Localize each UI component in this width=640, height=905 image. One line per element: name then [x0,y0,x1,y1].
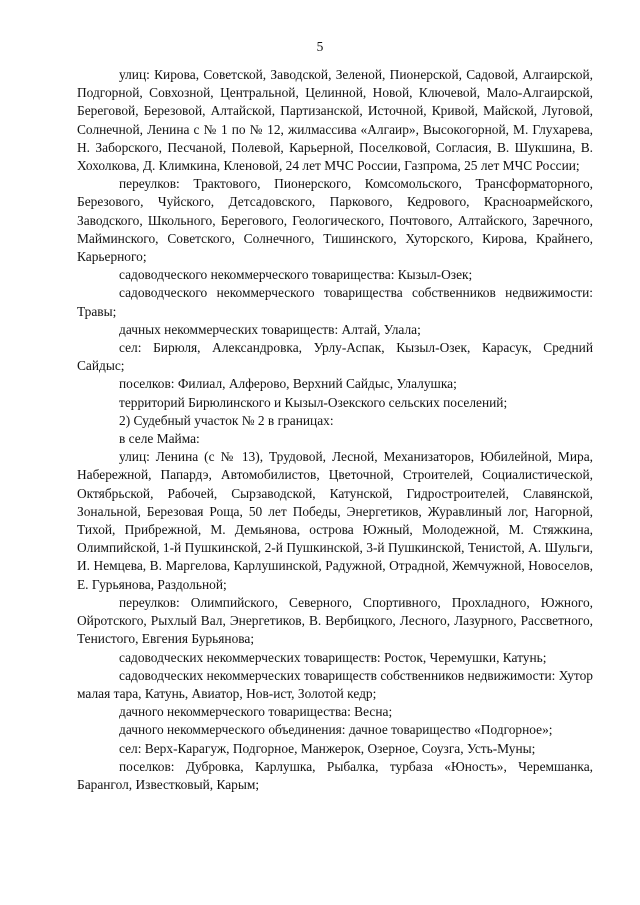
paragraph-court-district-2-heading: 2) Судебный участок № 2 в границах: [119,412,334,428]
paragraph-lanes-district-1: переулков: Трактового, Пионерского, Комсомольского, Трансформаторного, Березового, Чуйского, Детсадовского, Паркового, Кедрового, Красноармейского, Заводского, Школьного, Берегового, Геологического, Почтового, Алтайского, Заречного, Майминского, Советского, Солнечного, Тишинского, Хуторского, Кирова, Крайнего, Карьерного; [77,176,593,265]
paragraph-garden-partnership-travy: садоводческого некоммерческого товарищества собственников недвижимости: Травы; [77,285,593,319]
paragraph-lanes-district-2: переулков: Олимпийского, Северного, Спортивного, Прохладного, Южного, Ойротского, Рыхлый Вал, Энергетиков, В. Вербицкого, Лесного, Лазурного, Рассветного, Тенистого, Евгения Бурьянова; [77,594,593,647]
paragraph-settlements-district-1: поселков: Филиал, Алферово, Верхний Сайдыс, Улалушка; [119,376,457,392]
paragraph-dacha-partnership-vesna: дачного некоммерческого товарищества: Весна; [119,704,393,720]
paragraph-dacha-partnerships-altai-ulala: дачных некоммерческих товариществ: Алтай, Улала; [119,321,421,337]
paragraph-garden-partnerships-owners: садоводческих некоммерческих товариществ собственников недвижимости: Хутор малая тара, Катунь, Авиатор, Нов-ист, Золотой кедр; [77,667,593,701]
paragraph-streets-district-1: улиц: Кирова, Советской, Заводской, Зеленой, Пионерской, Садовой, Алгаирской, Подгорной, Совхозной, Центральной, Целинной, Новой, Ключевой, Мало-Алгаирской, Береговой, Березовой, Алтайской, Партизанской, Источной, Кривой, Майской, Луговой, Солнечной, Ленина с № 1 по № 12, жилмассива «Алгаир», Высокогорной, М. Глухарева, Н. Заборского, Песчаной, Полевой, Карьерной, Поселковой, Согласия, В. Шукшина, В. Хохолкова, Д. Климкина, Кленовой, 24 лет МЧС России, Газпрома, 25 лет МЧС России; [77,67,593,174]
document-body [77,66,593,794]
paragraph-village-mayma: в селе Майма: [119,431,200,447]
page-number: 5 [316,39,324,54]
paragraph-villages-district-2: сел: Верх-Карагуж, Подгорное, Манжерок, Озерное, Соузга, Усть-Муны; [119,740,536,756]
paragraph-rural-territories: территорий Бирюлинского и Кызыл-Озекского сельских поселений; [119,394,508,410]
paragraph-garden-partnership-kyzyl-ozek: садоводческого некоммерческого товарищества: Кызыл-Озек; [119,267,473,283]
paragraph-villages-district-1: сел: Бирюля, Александровка, Урлу-Аспак, Кызыл-Озек, Карасук, Средний Сайдыс; [77,340,593,374]
paragraph-streets-district-2: улиц: Ленина (с № 13), Трудовой, Лесной, Механизаторов, Юбилейной, Мира, Набережной, Папардэ, Автомобилистов, Цветочной, Строителей, Социалистической, Октябрьской, Рабочей, Сырзаводской, Катунской, Гидростроителей, Славянской, Зональной, Березовая Роща, 50 лет Победы, Энергетиков, Журавлиный лог, Нагорной, Тихой, Прибрежной, М. Демьянова, острова Южный, Молодежной, М. Стяжкина, Олимпийской, 1-й Пушкинской, 2-й Пушкинской, 3-й Пушкинской, Тенистой, А. Шульги, И. Немцева, В. Маргелова, Карлушинской, Радужной, Отрадной, Жемчужной, Новоселов, Е. Гурьянова, Раздольной; [77,449,593,592]
paragraph-settlements-district-2: поселков: Дубровка, Карлушка, Рыбалка, турбаза «Юность», Черемшанка, Барангол, Известковый, Карым; [77,758,593,792]
paragraph-garden-partnerships-rostok: садоводческих некоммерческих товариществ: Росток, Черемушки, Катунь; [119,649,547,665]
paragraph-dacha-association-podgornoe: дачного некоммерческого объединения: дачное товарищество «Подгорное»; [119,722,553,738]
